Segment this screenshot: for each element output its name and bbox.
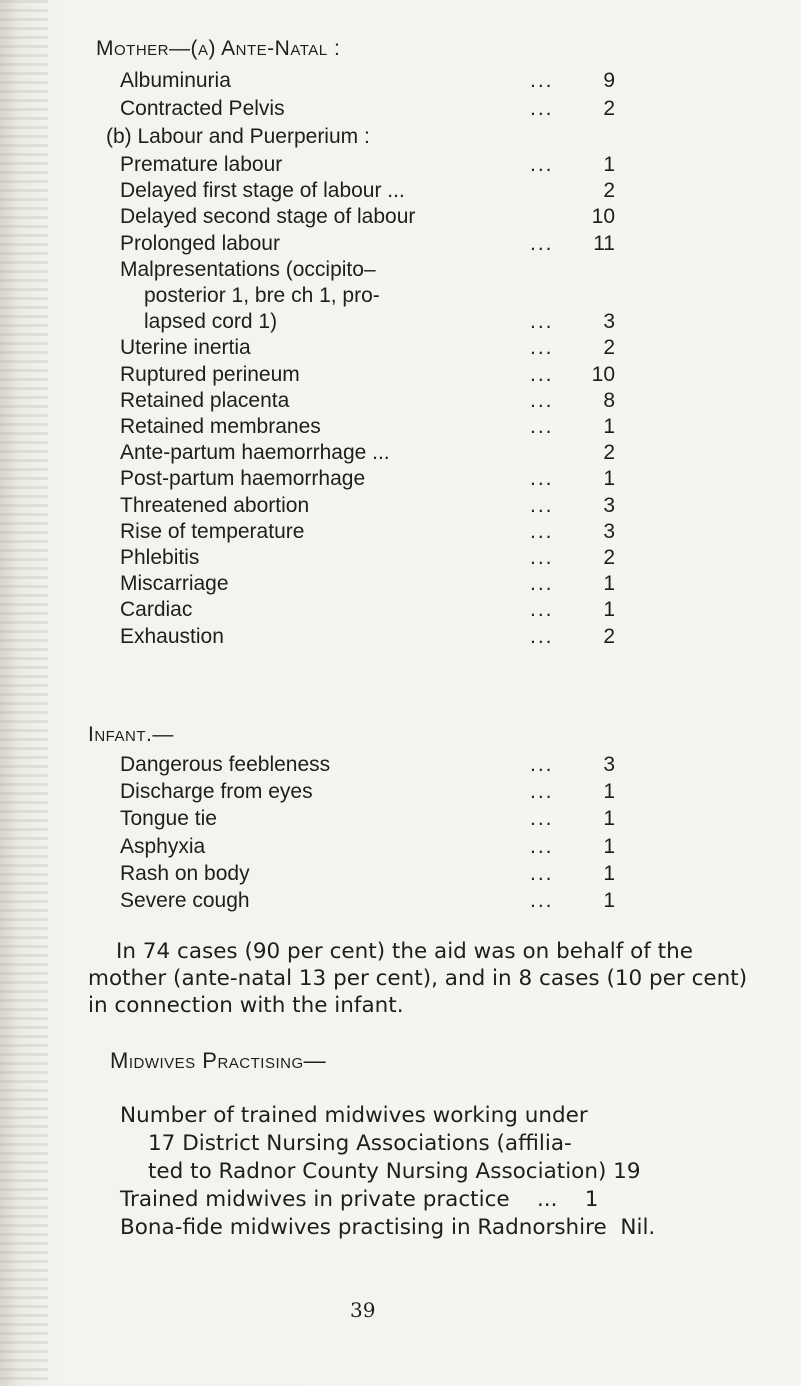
antenatal-row (0, 68, 801, 94)
labour-label: Post-partum haemorrhage (120, 467, 366, 491)
labour-row (0, 178, 801, 204)
labour-leader-dots: ... (530, 572, 554, 596)
labour-leader-dots: ... (530, 493, 554, 517)
labour-row (0, 519, 801, 545)
labour-count: 3 (603, 310, 615, 334)
labour-leader-dots: ... (530, 598, 554, 622)
labour-count: 2 (603, 546, 615, 569)
labour-leader-dots: ... (530, 231, 554, 255)
infant-row (0, 752, 801, 778)
labour-row (0, 231, 801, 257)
labour-label: Delayed second stage of labour (120, 205, 416, 229)
labour-row (0, 152, 801, 178)
labour-row (0, 493, 801, 519)
labour-count: 10 (591, 205, 615, 229)
infant-leader-dots: ... (530, 889, 554, 912)
labour-row (0, 362, 801, 388)
labour-label: Exhaustion (120, 624, 224, 648)
page-number: 39 (350, 1298, 376, 1322)
infant-row (0, 888, 801, 914)
labour-count: 1 (603, 415, 615, 438)
labour-row (0, 257, 801, 283)
labour-row (0, 597, 801, 623)
labour-label: Premature labour (120, 153, 283, 176)
labour-count: 3 (603, 493, 615, 517)
antenatal-count: 9 (603, 69, 615, 92)
labour-count: 1 (603, 467, 615, 491)
infant-count: 1 (603, 780, 615, 804)
labour-label: Uterine inertia (120, 336, 251, 360)
infant-heading: Infant.— (88, 723, 174, 746)
labour-leader-dots: ... (530, 546, 554, 569)
midwives-line-3: ted to Radnor County Nursing Association) 19 (148, 1159, 641, 1184)
infant-label: Severe cough (120, 889, 250, 912)
labour-count: 2 (603, 441, 615, 465)
labour-count: 1 (603, 598, 615, 622)
antenatal-label: Contracted Pelvis (120, 97, 285, 120)
labour-row (0, 283, 801, 309)
labour-label: Delayed first stage of labour ... (120, 179, 405, 203)
antenatal-leader-dots: ... (530, 97, 554, 120)
infant-row (0, 806, 801, 832)
labour-leader-dots: ... (530, 467, 554, 491)
labour-row (0, 335, 801, 361)
infant-count: 1 (603, 834, 615, 858)
infant-row (0, 834, 801, 860)
labour-label: Phlebitis (120, 546, 200, 569)
summary-line-2: mother (ante-natal 13 per cent), and in 8 cases (10 per cent) (88, 966, 748, 991)
antenatal-leader-dots: ... (530, 69, 554, 92)
labour-row (0, 571, 801, 597)
infant-label: Asphyxia (120, 834, 206, 858)
labour-count: 8 (603, 388, 615, 412)
summary-line-3: in connection with the infant. (88, 993, 404, 1018)
infant-label: Discharge from eyes (120, 780, 313, 804)
labour-row (0, 414, 801, 440)
midwives-line-1: Number of trained midwives working under (120, 1103, 588, 1128)
infant-count: 3 (603, 753, 615, 776)
labour-label: lapsed cord 1) (144, 310, 278, 334)
infant-count: 1 (603, 807, 615, 831)
midwives-line-4: Trained midwives in private practice ... 1 (120, 1187, 599, 1212)
labour-row (0, 309, 801, 335)
labour-leader-dots: ... (530, 388, 554, 412)
labour-label: Malpresentations (occipito– (120, 257, 376, 281)
infant-label: Dangerous feebleness (120, 753, 331, 776)
infant-label: Rash on body (120, 861, 250, 885)
labour-row (0, 204, 801, 230)
infant-count: 1 (603, 861, 615, 885)
labour-count: 2 (603, 179, 615, 203)
labour-leader-dots: ... (530, 624, 554, 648)
labour-count: 10 (591, 362, 615, 386)
labour-label: Prolonged labour (120, 231, 280, 255)
midwives-line-5: Bona-fide midwives practising in Radnorshire Nil. (120, 1215, 656, 1240)
labour-label: Ante-partum haemorrhage ... (120, 441, 390, 465)
labour-label: Threatened abortion (120, 493, 310, 517)
antenatal-row (0, 96, 801, 122)
infant-leader-dots: ... (530, 753, 554, 776)
labour-row (0, 466, 801, 492)
labour-label: posterior 1, bre ch 1, pro- (144, 284, 380, 307)
labour-label: Retained membranes (120, 415, 321, 438)
midwives-heading: Midwives Practising— (110, 1048, 327, 1073)
infant-count: 1 (603, 889, 615, 912)
infant-label: Tongue tie (120, 807, 217, 831)
labour-count: 1 (603, 572, 615, 596)
labour-label: Rise of temperature (120, 519, 305, 543)
labour-row (0, 388, 801, 414)
labour-count: 3 (603, 519, 615, 543)
infant-leader-dots: ... (530, 780, 554, 804)
antenatal-label: Albuminuria (120, 69, 231, 92)
labour-count: 2 (603, 624, 615, 648)
summary-line-1: In 74 cases (90 per cent) the aid was on behalf of the (116, 939, 693, 964)
infant-leader-dots: ... (530, 807, 554, 831)
infant-row (0, 861, 801, 887)
labour-row (0, 624, 801, 650)
labour-count: 11 (593, 231, 615, 255)
antenatal-count: 2 (603, 97, 615, 120)
labour-label: Cardiac (120, 598, 193, 622)
labour-label: Retained placenta (120, 388, 290, 412)
mother-heading: Mother—(a) Ante-Natal : (96, 37, 341, 60)
labour-leader-dots: ... (530, 519, 554, 543)
labour-leader-dots: ... (530, 153, 554, 176)
infant-leader-dots: ... (530, 861, 554, 885)
midwives-line-2: 17 District Nursing Associations (affilia- (148, 1131, 572, 1156)
labour-leader-dots: ... (530, 415, 554, 438)
infant-row (0, 779, 801, 805)
labour-heading: (b) Labour and Puerperium : (106, 125, 370, 148)
labour-count: 1 (603, 153, 615, 176)
labour-leader-dots: ... (530, 336, 554, 360)
labour-leader-dots: ... (530, 362, 554, 386)
labour-count: 2 (603, 336, 615, 360)
labour-row (0, 440, 801, 466)
labour-label: Ruptured perineum (120, 362, 300, 386)
infant-leader-dots: ... (530, 834, 554, 858)
labour-leader-dots: ... (530, 310, 554, 334)
labour-label: Miscarriage (120, 572, 229, 596)
labour-row (0, 545, 801, 571)
